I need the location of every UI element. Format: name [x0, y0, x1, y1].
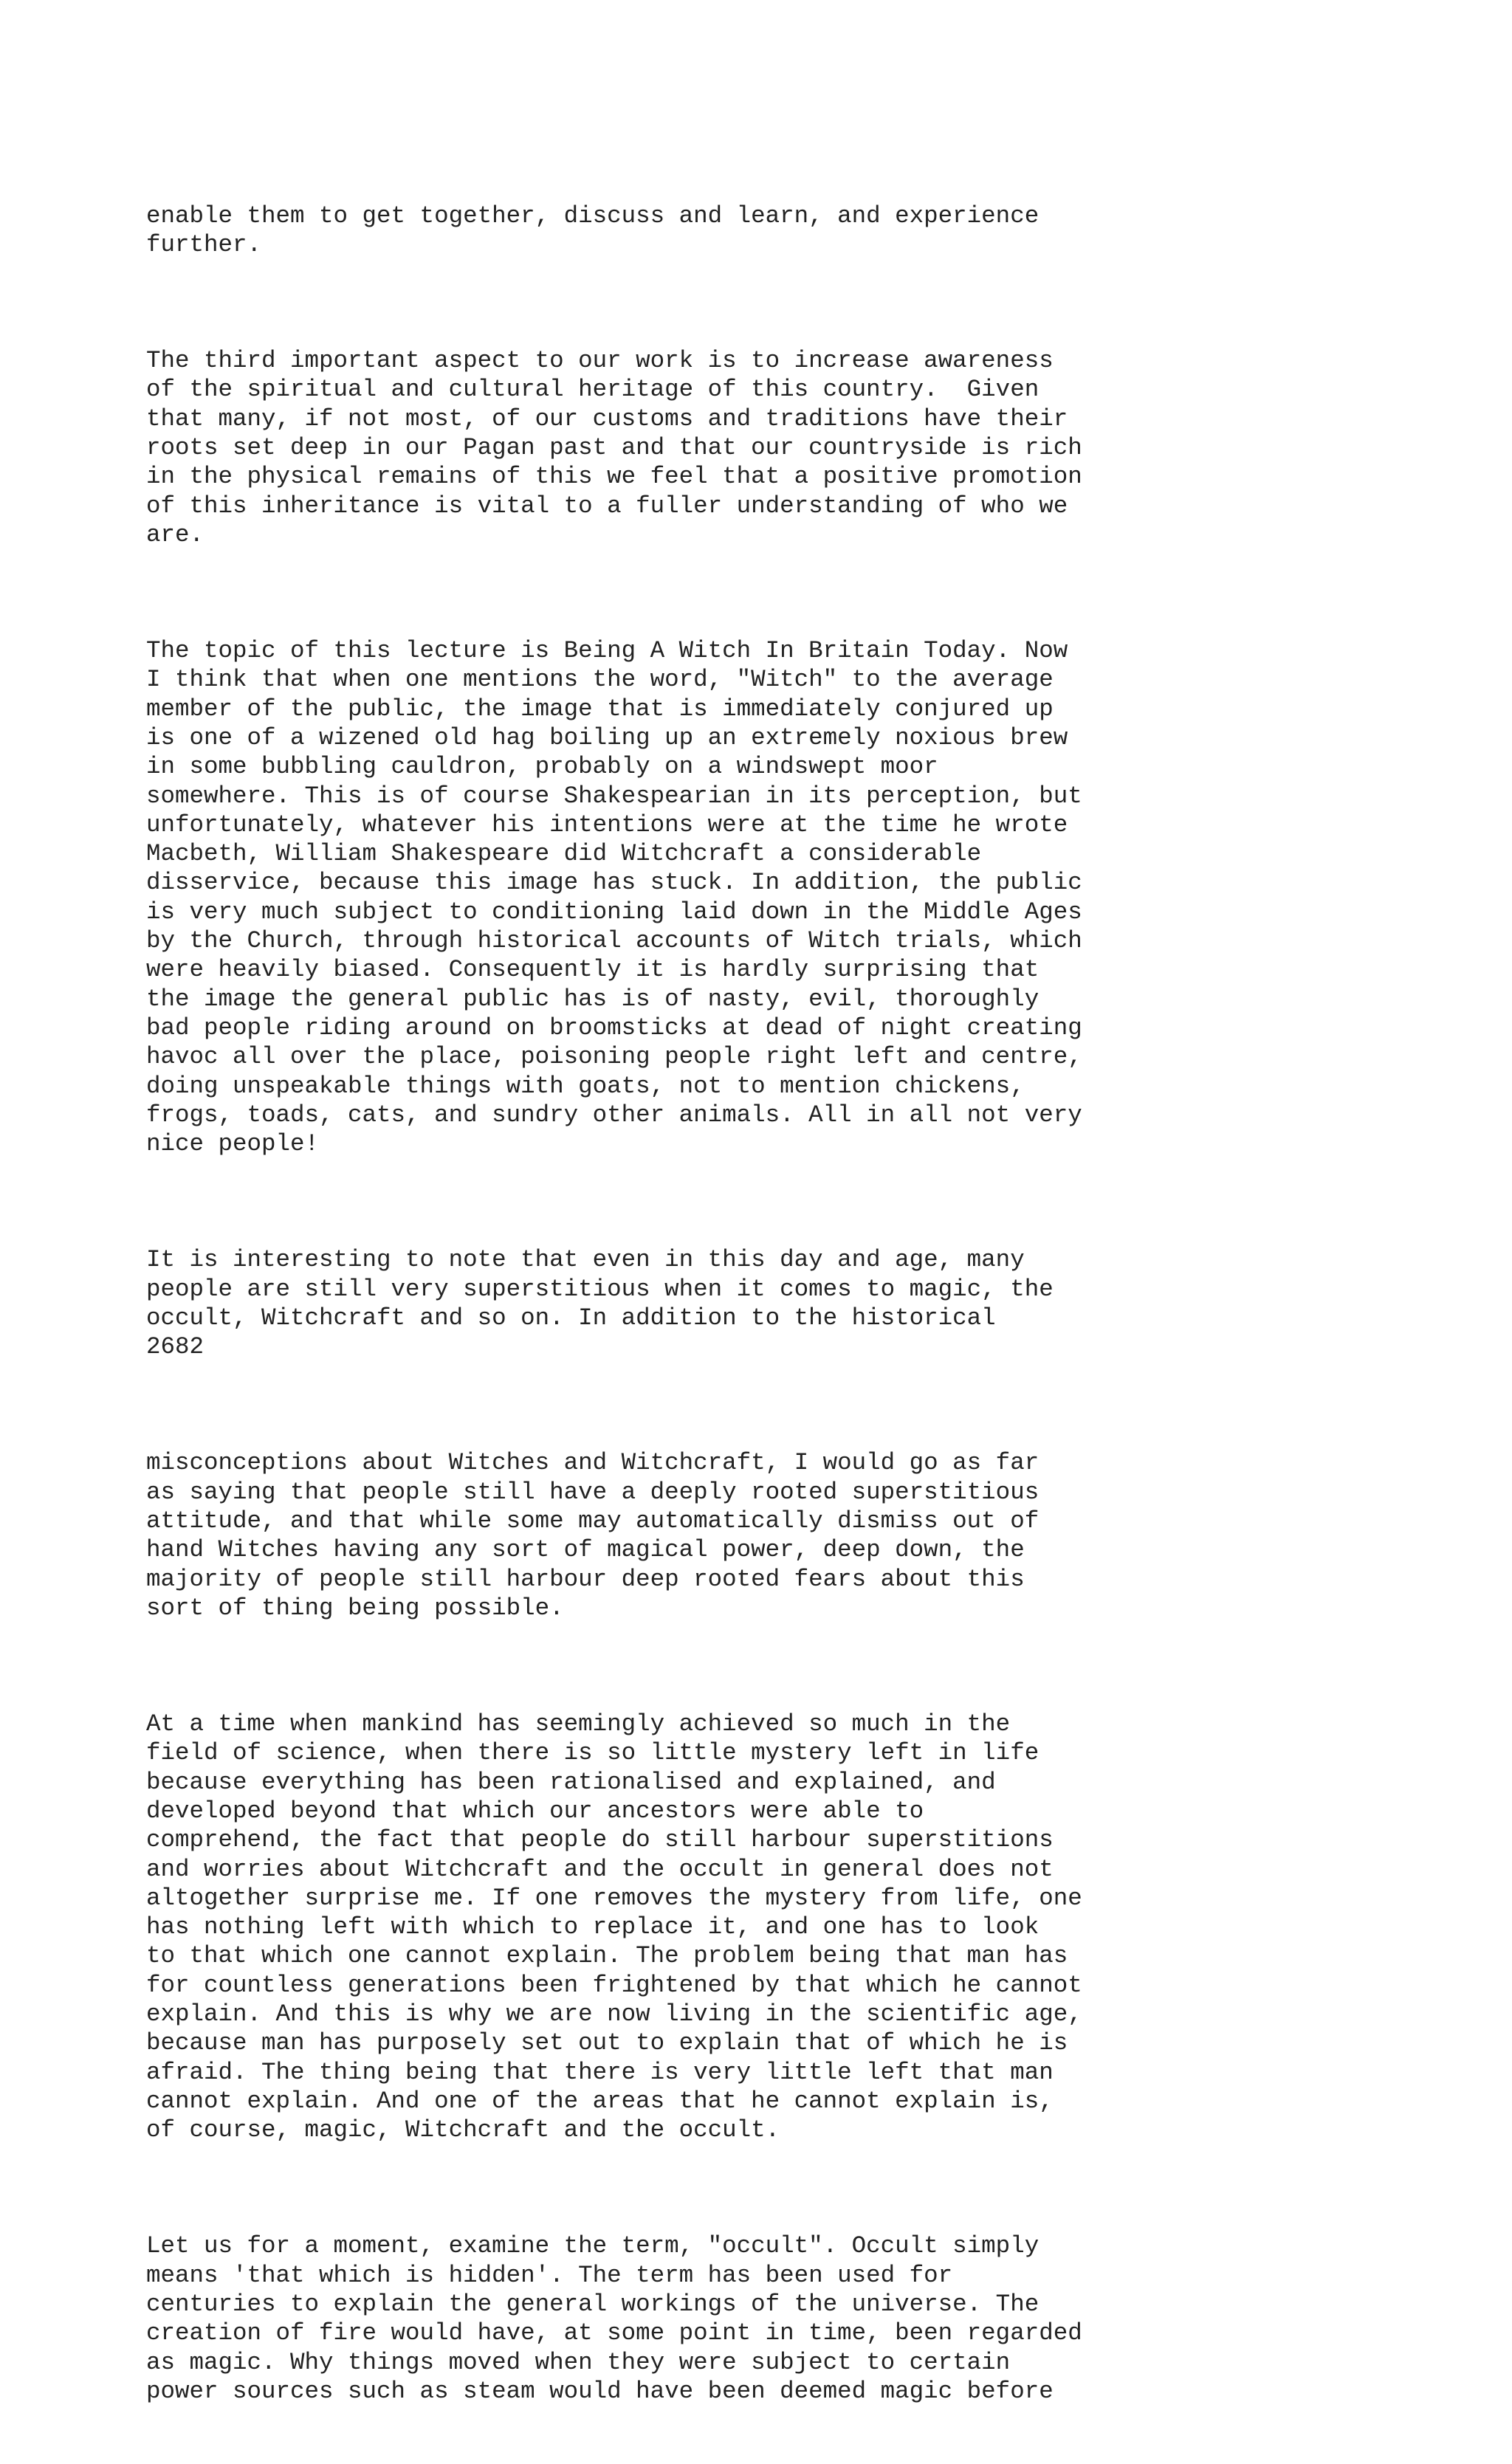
paragraph-6: At a time when mankind has seemingly achieved so much in the field of science, when there is so little mystery left in life because everything has been rationalised and explained, and developed beyond that which our ancestors were able to comprehend, the fact that people do still harbour superstitions and worries about Witchcraft and the occult in general does not altogether surprise me. If one removes the mystery from life, one has nothing left with which to replace it, and one has to look to that which one cannot explain. The problem being that man has for countless generations been frightened by that which he cannot explain. And this is why we are now living in the scientific age, because man has purposely set out to explain that of which he is afraid. The thing being that there is very little left that man cannot explain. And one of the areas that he cannot explain is, of course, magic, Witchcraft and the occult.	[146, 1710, 1082, 2144]
paragraph-1: enable them to get together, discuss and learn, and experience further.	[146, 202, 1040, 258]
paragraph-4: It is interesting to note that even in this day and age, many people are still very superstitious when it comes to magic, the occult, Witchcraft and so on. In addition to the historical 2682	[146, 1246, 1054, 1361]
paragraph-3: The topic of this lecture is Being A Witch In Britain Today. Now I think that when one mentions the word, "Witch" to the average member of the public, the image that is immediately conjured up is one of a wizened old hag boiling up an extremely noxious brew in some bubbling cauldron, probably on a windswept moor somewhere. This is of course Shakespearian in its perception, but unfortunately, whatever his intentions were at the time he wrote Macbeth, William Shakespeare did Witchcraft a considerable disservice, because this image has stuck. In addition, the public is very much subject to conditioning laid down in the Middle Ages by the Church, through historical accounts of Witch trials, which were heavily biased. Consequently it is hardly surprising that the image the general public has is of nasty, evil, thoroughly bad people riding around on broomsticks at dead of night creating havoc all over the place, poisoning people right left and centre, doing unspeakable things with goats, not to mention chickens, frogs, toads, cats, and sundry other animals. All in all not very nice people!	[146, 637, 1082, 1158]
paragraph-7: Let us for a moment, examine the term, "occult". Occult simply means 'that which is hidden'. The term has been used for centuries to explain the general workings of the universe. The creation of fire would have, at some point in time, been regarded as magic. Why things moved when they were subject to certain power sources such as steam would have been deemed magic before	[146, 2232, 1082, 2405]
paragraph-5: misconceptions about Witches and Witchcraft, I would go as far as saying that people still have a deeply rooted superstitious attitude, and that while some may automatically dismiss out of hand Witches having any sort of magical power, deep down, the majority of people still harbour deep rooted fears about this sort of thing being possible.	[146, 1449, 1040, 1622]
paragraph-2: The third important aspect to our work is to increase awareness of the spiritual and cultural heritage of this country. Given that many, if not most, of our customs and traditions have their roots set deep in our Pagan past and that our countryside is rich in the physical remains of this we feel that a positive promotion of this inheritance is vital to a fuller understanding of who we are.	[146, 347, 1082, 548]
document-body	[146, 143, 1446, 2464]
